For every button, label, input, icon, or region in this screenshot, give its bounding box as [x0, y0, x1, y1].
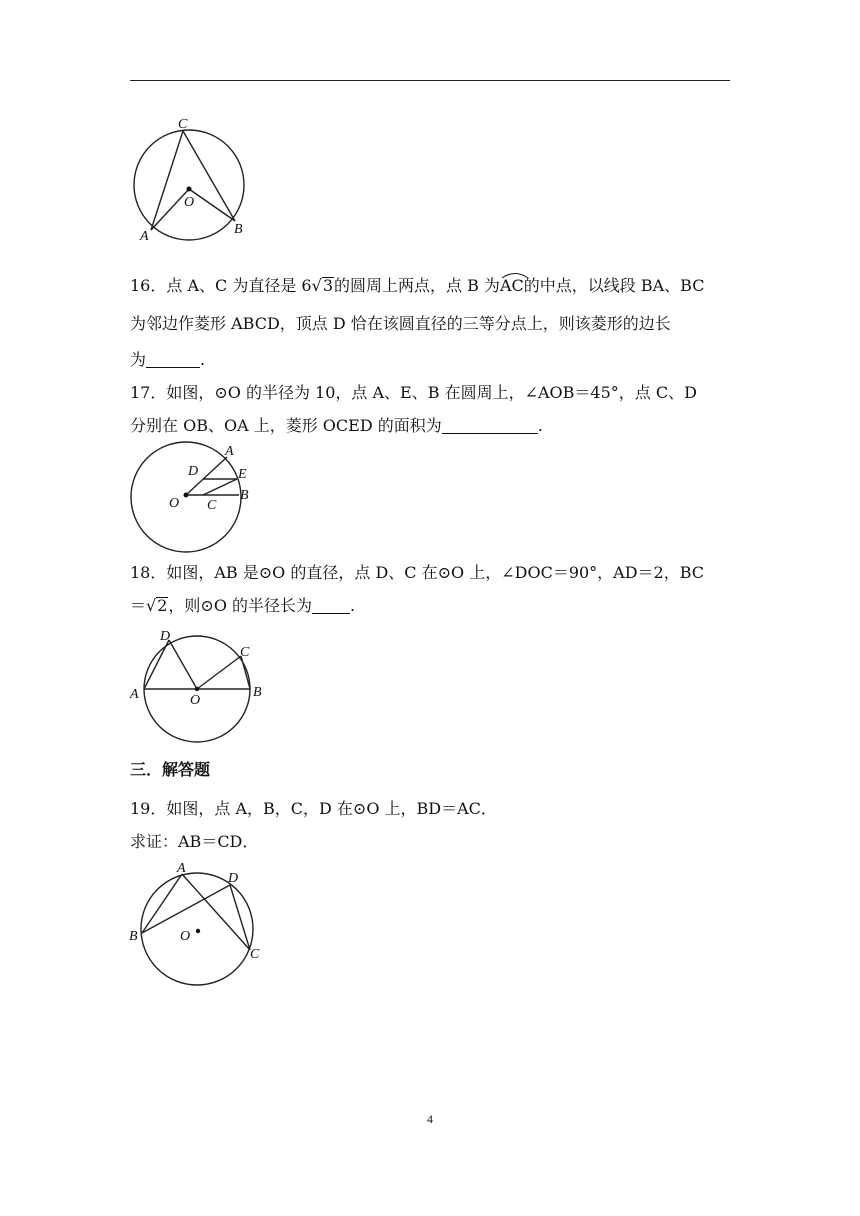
q16-line1	[130, 276, 730, 296]
q16-text-b: 的圆周上两点，点 B 为	[334, 276, 500, 295]
q16-arc-label: AC	[499, 276, 524, 295]
arc-icon	[500, 271, 530, 279]
q16-line3	[130, 350, 730, 370]
label-d: D	[160, 629, 171, 644]
label-o: O	[180, 929, 191, 944]
q18-sqrt-arg: 2	[157, 596, 168, 615]
q19-line1: 19．如图，点 A，B，C，D 在⊙O 上，BD＝AC．	[130, 799, 497, 818]
q19-line2: 求证：AB＝CD．	[130, 832, 259, 851]
figure-q15-circle	[126, 112, 266, 242]
header-rule	[130, 80, 730, 81]
label-a: A	[225, 444, 234, 459]
q18-line2-a: ＝	[130, 596, 147, 615]
page-number: 4	[427, 1112, 433, 1126]
q17-line1: 17．如图，⊙O 的半径为 10，点 A、E、B 在圆周上，∠AOB＝45°，点 C、D	[130, 383, 697, 402]
label-d: D	[188, 464, 199, 479]
q17-line2-b: .	[537, 416, 543, 435]
q18-line2-c: .	[350, 596, 356, 615]
q18-line1: 18．如图，AB 是⊙O 的直径，点 D、C 在⊙O 上，∠DOC＝90°，AD＝2，BC	[130, 563, 705, 582]
figure-q19-circle	[124, 858, 274, 990]
label-b: B	[234, 222, 243, 237]
q16-line2: 为邻边作菱形 ABCD，顶点 D 恰在该圆直径的三等分点上，则该菱形的边长	[130, 314, 671, 333]
label-d: D	[228, 871, 239, 886]
label-b: B	[129, 929, 138, 944]
q16-line3-b: .	[200, 350, 206, 369]
label-c: C	[178, 117, 188, 132]
label-b: B	[253, 685, 262, 700]
q16-answer-blank[interactable]	[146, 351, 200, 368]
q18-line2-b: ，则⊙O 的半径长为	[168, 596, 313, 615]
figure-q17-circle	[124, 440, 264, 556]
sqrt-symbol: √	[311, 276, 322, 295]
label-b: B	[240, 488, 249, 503]
label-c: C	[250, 947, 260, 962]
section-heading: 三．解答题	[130, 760, 211, 779]
label-o: O	[190, 693, 201, 708]
q16-arc-ac	[500, 276, 524, 296]
q17-answer-blank[interactable]	[442, 417, 538, 434]
q16-sqrt-arg: 3	[322, 276, 333, 295]
figure-q18-circle	[124, 626, 274, 750]
label-a: A	[130, 687, 139, 702]
label-o: O	[184, 195, 195, 210]
q18-answer-blank[interactable]	[312, 597, 350, 614]
q17-line2	[130, 416, 730, 436]
label-c: C	[240, 645, 250, 660]
label-e: E	[238, 467, 247, 482]
q18-line2	[130, 596, 730, 616]
q16-text-a: 16．点 A、C 为直径是 6	[130, 276, 312, 295]
sqrt-symbol: √	[146, 596, 157, 615]
q16-line3-a: 为	[130, 350, 147, 369]
label-a: A	[140, 229, 149, 242]
label-a: A	[177, 861, 186, 876]
label-o: O	[169, 496, 180, 511]
q16-text-c: 的中点，以线段 BA、BC	[523, 276, 705, 295]
label-c: C	[207, 498, 217, 513]
q17-line2-a: 分别在 OB、OA 上，菱形 OCED 的面积为	[130, 416, 442, 435]
